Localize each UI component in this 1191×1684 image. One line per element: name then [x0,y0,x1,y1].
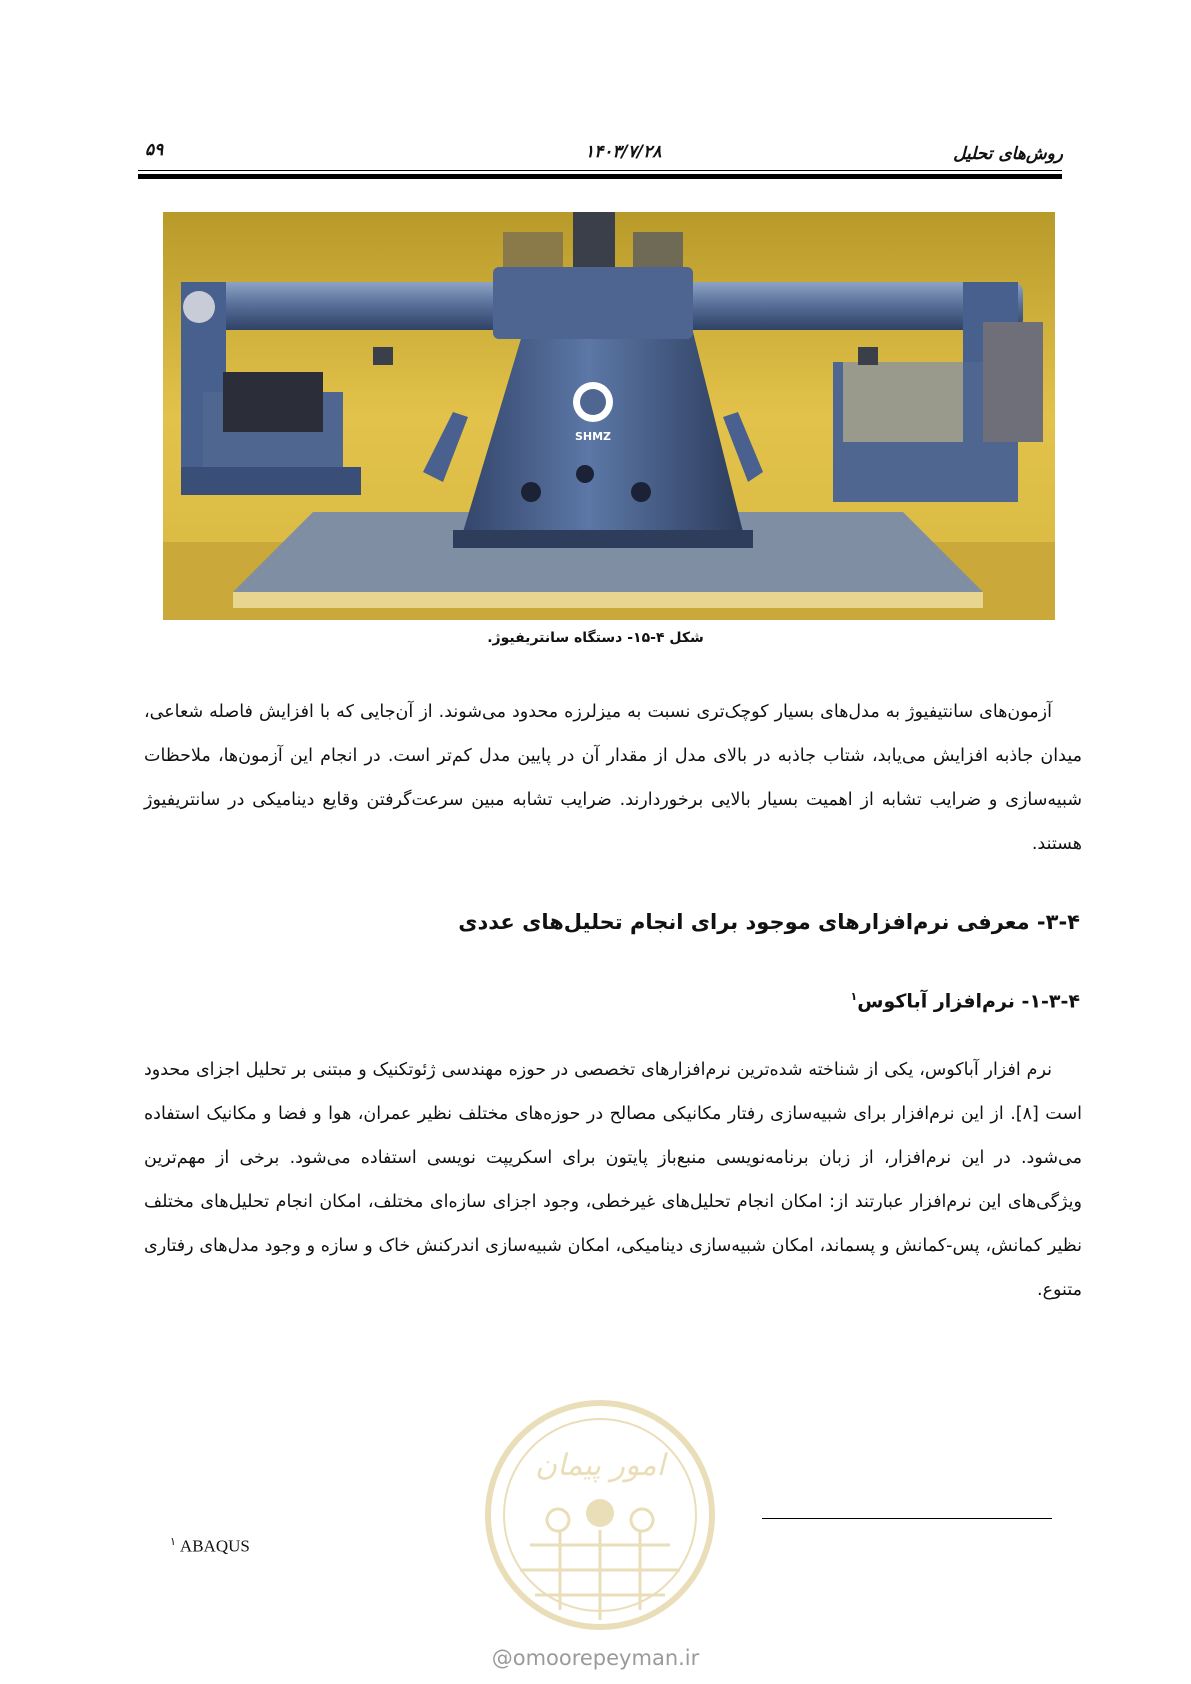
footnote-ref: ۱ [850,990,858,1003]
running-header-date: ۱۴۰۳/۷/۲۸ [585,142,662,162]
watermark-emblem [480,1395,720,1635]
paragraph-abaqus-text: نرم افزار آباکوس، یکی از شناخته شده‌ترین نرم‌افزارهای تخصصی در حوزه مهندسی ژئوتکنیک و مبتنی بر تحلیل اجزای محدود است [۸]. از این نرم‌افزار برای شبیه‌سازی رفتار مکانیکی مصالح در حوزه‌های مختلف نظیر عمران، هوا و فضا و مکانیک استفاده می‌شود. در این نرم‌افزار، از زبان برنامه‌نویسی منبع‌باز پایتون برای اسکریپت نویسی استفاده می‌شود. برخی از مهم‌ترین ویژگی‌های این نرم‌افزار عبارتند از: امکان انجام تحلیل‌های غیرخطی، وجود اجزای سازه‌ای مختلف، امکان انجام تحلیل‌های مختلف نظیر کمانش، پس-کمانش و پسماند، امکان شبیه‌سازی دینامیکی، امکان شبیه‌سازی اندرکنش خاک و سازه و وجود مدل‌های رفتاری متنوع. [144,1060,1082,1300]
header-rule-thick [138,174,1062,179]
page-number: ۵۹ [145,140,164,160]
footnote-rule [762,1518,1052,1519]
footnote [170,1535,250,1557]
paragraph-centrifuge-text: آزمون‌های سانتیفیوژ به مدل‌های بسیار کوچک‌تری نسبت به میزلرزه محدود می‌شوند. از آن‌جایی که با افزایش فاصله شعاعی، میدان جاذبه افزایش می‌یابد، شتاب جاذبه در بالای مدل از مقدار آن در پایین مدل کم‌تر است. در انجام این آزمون‌ها، ملاحظات شبیه‌سازی و ضرایب تشابه از اهمیت بسیار بالایی برخوردارند. ضرایب تشابه مبین سرعت‌گرفتن وقایع دینامیکی در سانتریفیوژ هستند. [144,702,1082,854]
section-heading: ۳-۴- معرفی نرم‌افزارهای موجود برای انجام تحلیل‌های عددی [458,910,1080,934]
paragraph-centrifuge [144,690,1082,866]
watermark-site: @omoorepeyman.ir [491,1646,700,1670]
subsection-heading-text: ۱-۳-۴- نرم‌افزار آباکوس [857,990,1080,1013]
subsection-heading [851,990,1080,1012]
machine-logo-text: SHMZ [574,430,612,443]
paragraph-abaqus [144,1048,1082,1312]
figure-caption: شکل ۴-۱۵- دستگاه سانتریفیوژ. [487,630,704,646]
centrifuge-photo [163,212,1055,620]
footnote-number: ۱ [170,1536,176,1548]
watermark-emblem-text: امور پیمان [535,1448,665,1483]
page-header [0,140,1191,168]
running-header-title: روش‌های تحلیل [953,144,1063,164]
footnote-text: ABAQUS [179,1536,250,1556]
header-rule-thin [138,170,1062,171]
